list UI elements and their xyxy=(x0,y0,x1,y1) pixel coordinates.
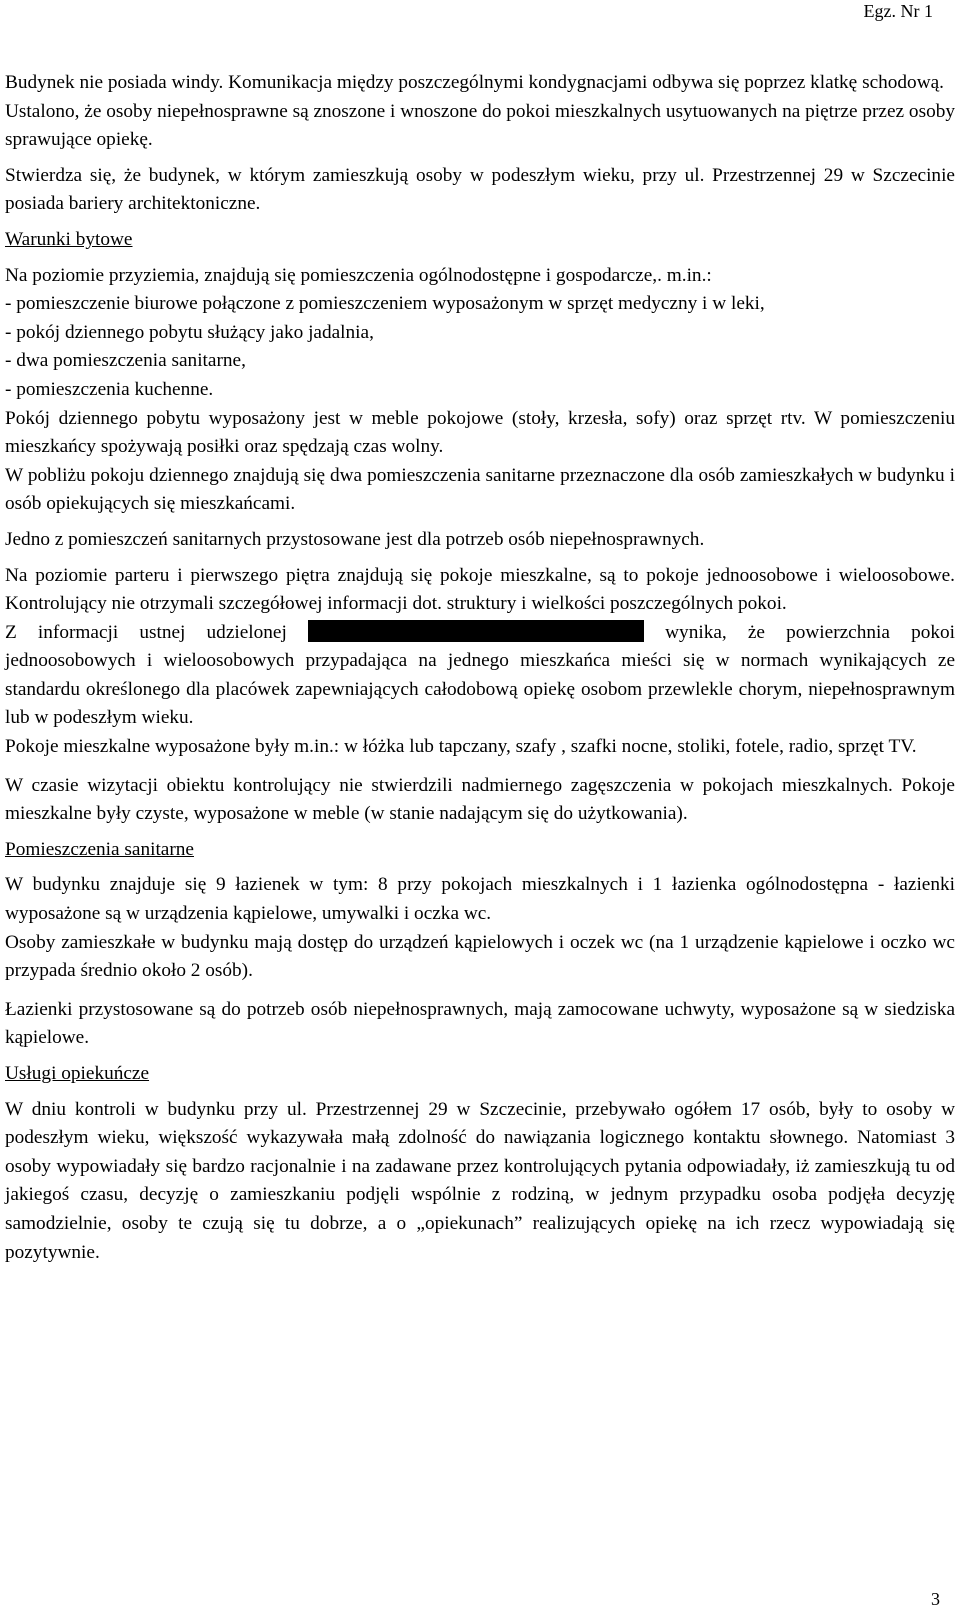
paragraph-no-overcrowding: W czasie wizytacji obiektu kontrolujący nie stwierdzili nadmiernego zagęszczenia w pokojach mieszkalnych. Pokoje mieszkalne były czyste, wyposażone w meble (w stanie nadającym się do użytkowania). xyxy=(5,774,955,825)
paragraph-bathroom-access: Osoby zamieszkałe w budynku mają dostęp do urządzeń kąpielowych i oczek wc (na 1 urządzenie kąpielowe i oczko wc przypada średnio około 2 osób). xyxy=(5,931,955,982)
paragraph-room-area-end: wynika, że powierzchnia pokoi jednoosobowych i wieloosobowych przypadająca na jednego mieszkańca mieści się w normach wynikających ze standardu określonego dla placówek zapewniających całodobową opiekę osobom przewlekle chorym, niepełnosprawnym lub w podeszłym wieku. xyxy=(5,621,955,729)
paragraph-day-room-furnishing: Pokój dziennego pobytu wyposażony jest w meble pokojowe (stoły, krzesła, sofy) oraz sprzęt rtv. W pomieszczeniu mieszkańcy spożywają posiłki oraz spędzają czas wolny. xyxy=(5,407,955,458)
paragraph-room-area xyxy=(5,619,955,733)
paragraph-room-furnishing: Pokoje mieszkalne wyposażone były m.in.: w łóżka lub tapczany, szafy , szafki nocne, stoliki, fotele, radio, sprzęt TV. xyxy=(5,736,917,758)
paragraph-residential-rooms: Na poziomie parteru i pierwszego piętra znajdują się pokoje mieszkalne, są to pokoje jednoosobowe i wieloosobowe. Kontrolujący nie otrzymali szczegółowej informacji dot. struktury i wielkości poszczególnych pokoi. xyxy=(5,564,955,615)
copy-number-label: Egz. Nr 1 xyxy=(863,1,933,21)
document-body xyxy=(5,69,955,1267)
section-heading-sanitary: Pomieszczenia sanitarne xyxy=(5,838,194,860)
paragraph-architectural-barriers: Stwierdza się, że budynek, w którym zamieszkują osoby w podeszłym wieku, przy ul. Przestrzennej 29 w Szczecinie posiada bariery architektoniczne. xyxy=(5,164,955,215)
list-item-kitchen: - pomieszczenia kuchenne. xyxy=(5,378,214,400)
paragraph-sanitary-near-day-room: W pobliżu pokoju dziennego znajdują się dwa pomieszczenia sanitarne przeznaczone dla osób zamieszkałych w budynku i osób opiekujących się mieszkańcami. xyxy=(5,464,955,515)
list-item-day-room: - pokój dziennego pobytu służący jako jadalnia, xyxy=(5,321,374,343)
list-item-sanitary: - dwa pomieszczenia sanitarne, xyxy=(5,350,246,372)
page-number: 3 xyxy=(931,1589,940,1609)
list-item-office: - pomieszczenie biurowe połączone z pomieszczeniem wyposażonym w sprzęt medyczny i w leki, xyxy=(5,293,765,315)
paragraph-accessible-sanitary: Jedno z pomieszczeń sanitarnych przystosowane jest dla potrzeb osób niepełnosprawnych. xyxy=(5,528,705,550)
section-heading-care-services: Usługi opiekuńcze xyxy=(5,1063,150,1084)
paragraph-bathrooms: W budynku znajduje się 9 łazienek w tym: 8 przy pokojach mieszkalnych i 1 łazienka ogólnodostępna - łazienki wyposażone są w urządzenia kąpielowe, umywalki i oczka wc. xyxy=(5,874,955,925)
paragraph-ground-floor: Na poziomie przyziemia, znajdują się pomieszczenia ogólnodostępne i gospodarcze,. m.in.: xyxy=(5,264,712,286)
paragraph-bathroom-adaptation: Łazienki przystosowane są do potrzeb osób niepełnosprawnych, mają zamocowane uchwyty, wyposażone są w siedziska kąpielowe. xyxy=(5,998,955,1049)
paragraph-room-area-start: Z informacji ustnej udzielonej xyxy=(5,621,287,643)
section-heading-living-conditions: Warunki bytowe xyxy=(5,228,133,250)
paragraph-disabled-carried: Ustalono, że osoby niepełnosprawne są znoszone i wnoszone do pokoi mieszkalnych usytuowanych na piętrze przez osoby sprawujące opiekę. xyxy=(5,100,955,151)
paragraph-no-elevator: Budynek nie posiada windy. Komunikacja między poszczególnymi kondygnacjami odbywa się poprzez klatkę schodową. xyxy=(5,72,944,93)
redaction-block xyxy=(308,620,644,642)
paragraph-residents: W dniu kontroli w budynku przy ul. Przestrzennej 29 w Szczecinie, przebywało ogółem 17 osób, były to osoby w podeszłym wieku, większość wykazywała małą zdolność do nawiązania logicznego kontaktu słownego. Natomiast 3 osoby wypowiadały się bardzo racjonalnie i na zadawane przez kontrolujących pytania odpowiadały, iż zamieszkują tu od jakiegoś czasu, decyzję o zamieszkaniu podjęli wspólnie z rodziną, w jednym przypadku osoba podjęła decyzję samodzielnie, osoby te czują się tu dobrze, a o „opiekunach” realizujących opiekę na ich rzecz wypowiadają się pozytywnie. xyxy=(5,1098,955,1263)
